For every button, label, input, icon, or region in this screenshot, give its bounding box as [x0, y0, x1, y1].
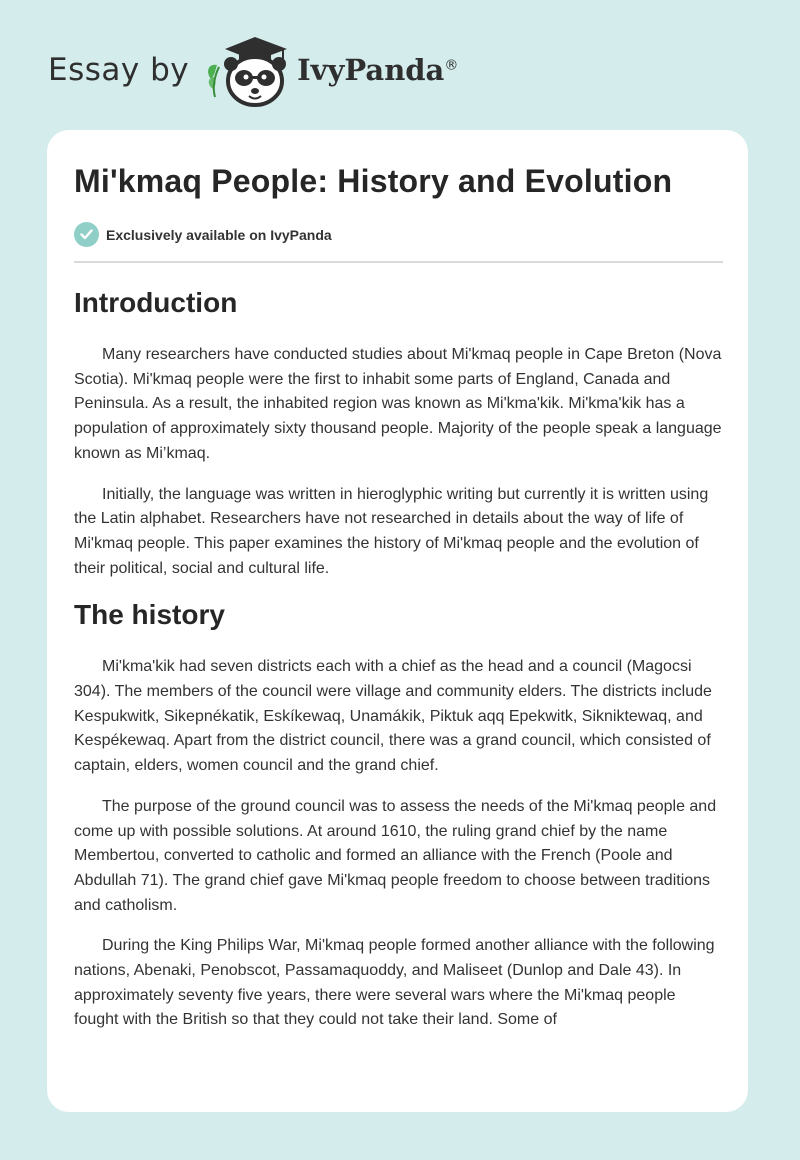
paragraph: The purpose of the ground council was to assess the needs of the Mi'kmaq people and come up with possible solutions. At around 1610, the ruling grand chief by the name Membertou, converted to catholic and formed an alliance with the French (Poole and Abdullah 71). The grand chief gave Mi'kmaq people freedom to choose between traditions and catholism. — [74, 797, 717, 914]
paragraph: Mi'kma'kik had seven districts each with a chief as the head and a council (Magocsi 304). The members of the council were village and community elders. The districts include Kespukwitk, Sikepnékatik, Eskíkewaq, Unamákik, Piktuk aqq Epekwitk, Sikniktewaq, and Kespékewaq. Apart from the district council, there was a grand council, which consisted of captain, elders, women council and the grand chief. — [74, 658, 712, 775]
paragraph: Many researchers have conducted studies about Mi'kmaq people in Cape Breton (Nova Scotia). Mi'kmaq people were the first to inhabit some parts of England, Canada and Peninsula. As a result, the inhabited region was known as Mi'kma'kik. Mi'kma'kik has a population of approximately sixty thousand people. Majority of the people speak a language known as Mi’kmaq. — [74, 346, 722, 462]
brand-name: IvyPanda — [297, 53, 445, 87]
section-heading-introduction: Introduction — [74, 287, 238, 318]
registered-mark: ® — [444, 57, 459, 74]
essay-by-text: Essay by — [48, 52, 190, 88]
title-divider — [74, 261, 723, 263]
exclusive-badge — [74, 222, 332, 247]
page-title: Mi'kmaq People: History and Evolution — [74, 163, 673, 199]
site-header — [48, 30, 458, 110]
essay-body — [74, 283, 724, 1033]
ivypanda-logo-panda-icon — [203, 31, 295, 109]
paragraph: During the King Philips War, Mi'kmaq people formed another alliance with the following nations, Abenaki, Penobscot, Passamaquoddy, and Maliseet (Dunlop and Dale 43). In approximately seventy five years, there were several wars where the Mi'kmaq people fought with the British so that they could not take their land. Some of — [74, 937, 715, 1029]
exclusive-badge-label: Exclusively available on IvyPanda — [106, 226, 332, 243]
check-circle-icon — [74, 222, 99, 247]
ivypanda-brand — [297, 53, 458, 87]
paragraph: Initially, the language was written in hieroglyphic writing but currently it is written using the Latin alphabet. Researchers have not researched in details about the way of life of Mi'kmaq people. This paper examines the history of Mi'kmaq people and the evolution of their political, social and cultural life. — [74, 485, 709, 577]
section-heading-history: The history — [74, 599, 225, 631]
essay-card — [47, 130, 748, 1112]
